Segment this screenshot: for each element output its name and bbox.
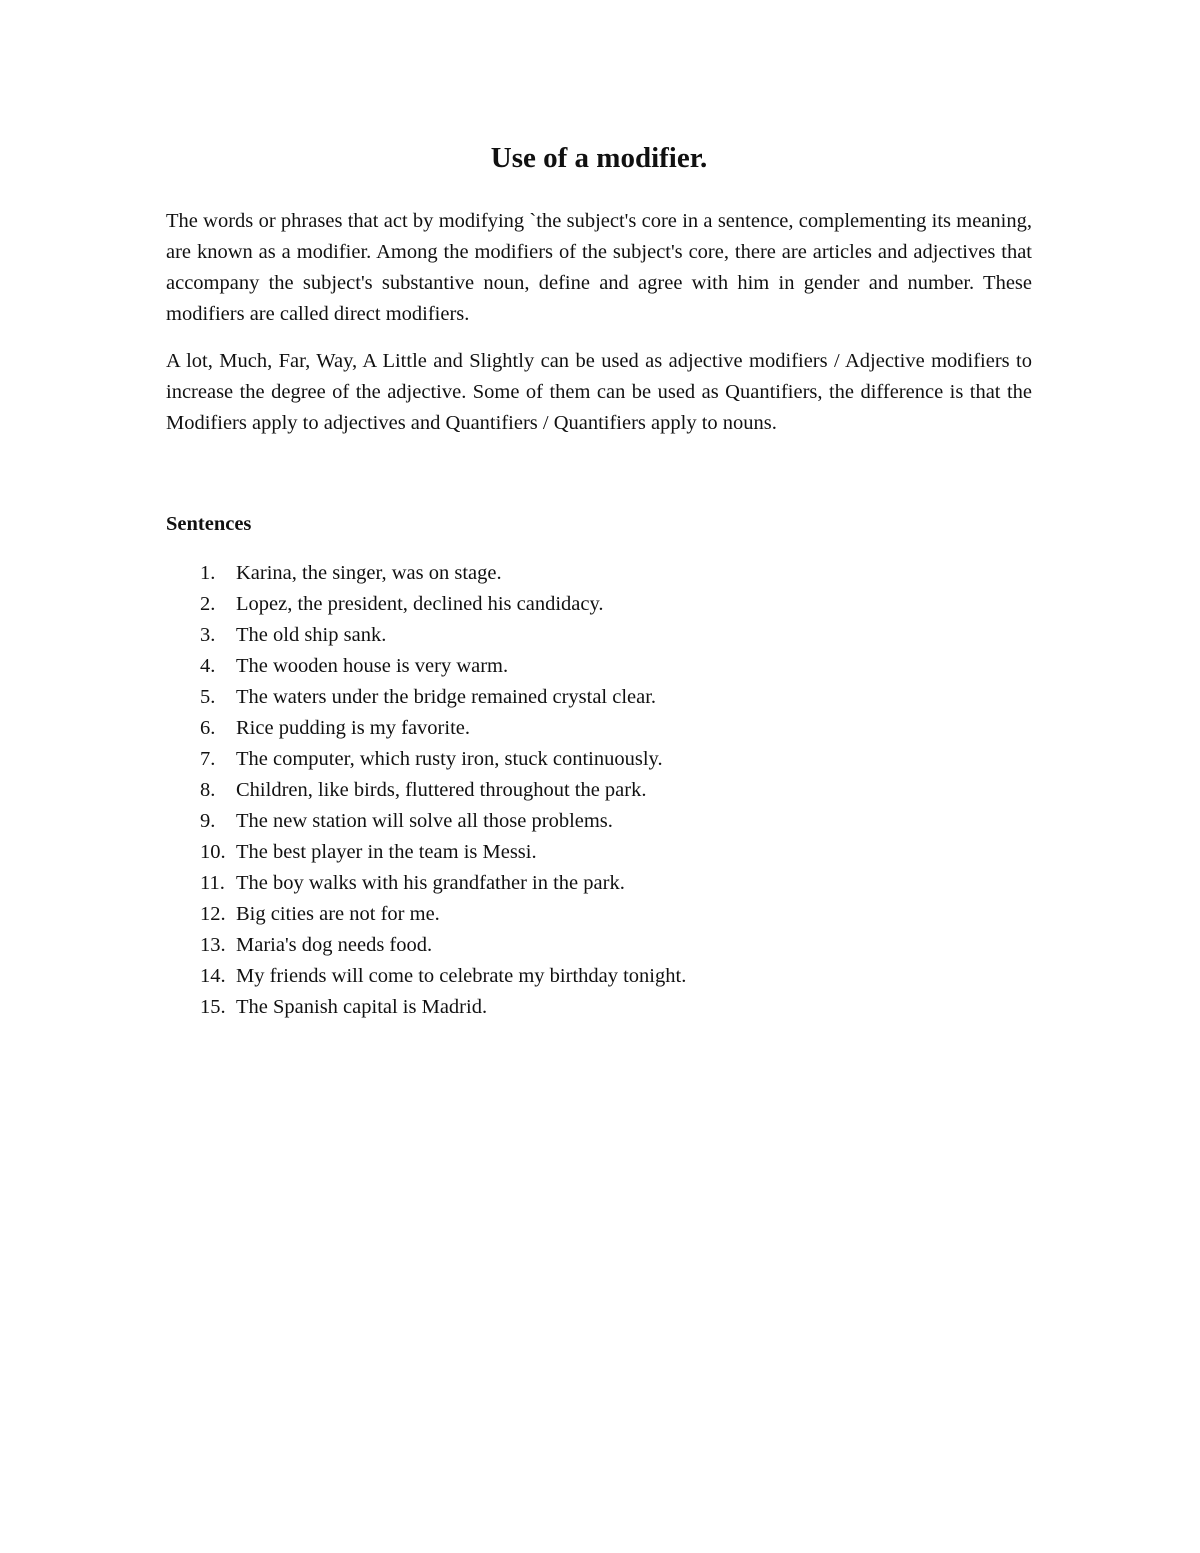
list-item bbox=[166, 620, 1032, 651]
list-item bbox=[166, 589, 1032, 620]
list-item-text: Children, like birds, fluttered throughout the park. bbox=[236, 779, 647, 801]
list-item bbox=[166, 930, 1032, 961]
list-item bbox=[166, 744, 1032, 775]
list-item bbox=[166, 806, 1032, 837]
list-item bbox=[166, 992, 1032, 1023]
list-item-text: The wooden house is very warm. bbox=[236, 655, 509, 677]
page-title: Use of a modifier. bbox=[490, 142, 708, 174]
list-item-number: 8. bbox=[200, 779, 216, 801]
list-item-text: Rice pudding is my favorite. bbox=[236, 717, 470, 739]
list-item-number: 10. bbox=[200, 841, 226, 863]
list-item-text: The Spanish capital is Madrid. bbox=[236, 996, 488, 1018]
list-item-text: Maria's dog needs food. bbox=[236, 934, 433, 956]
list-item-text: Big cities are not for me. bbox=[236, 903, 440, 925]
list-item-number: 15. bbox=[200, 996, 226, 1018]
list-item-text: The waters under the bridge remained crystal clear. bbox=[236, 686, 657, 708]
list-item bbox=[166, 558, 1032, 589]
list-item-number: 3. bbox=[200, 624, 216, 646]
list-item-number: 7. bbox=[200, 748, 216, 770]
list-item bbox=[166, 682, 1032, 713]
list-item-number: 12. bbox=[200, 903, 226, 925]
list-item-number: 13. bbox=[200, 934, 226, 956]
list-item-text: The old ship sank. bbox=[236, 624, 387, 646]
list-item-number: 9. bbox=[200, 810, 216, 832]
list-item-number: 5. bbox=[200, 686, 216, 708]
list-item-text: The computer, which rusty iron, stuck continuously. bbox=[236, 748, 663, 770]
list-item bbox=[166, 651, 1032, 682]
list-item bbox=[166, 713, 1032, 744]
paragraph-adjective-modifiers: A lot, Much, Far, Way, A Little and Slightly can be used as adjective modifiers / Adjective modifiers to increase the degree of the adjective. Some of them can be used as Quantifiers, the difference is that the Modifiers apply to adjectives and Quantifiers / Quantifiers apply to nouns. bbox=[166, 350, 1032, 434]
sentences-list bbox=[166, 558, 1032, 1023]
list-item-text: Lopez, the president, declined his candidacy. bbox=[236, 593, 604, 615]
list-item-number: 14. bbox=[200, 965, 226, 987]
paragraph-intro: The words or phrases that act by modifying `the subject's core in a sentence, complementing its meaning, are known as a modifier. Among the modifiers of the subject's core, there are articles and adjectives that accompany the subject's substantive noun, define and agree with him in gender and number. These modifiers are called direct modifiers. bbox=[166, 210, 1032, 325]
list-item bbox=[166, 868, 1032, 899]
list-item-number: 4. bbox=[200, 655, 216, 677]
list-item-text: Karina, the singer, was on stage. bbox=[236, 562, 502, 584]
list-item-number: 6. bbox=[200, 717, 216, 739]
section-title-sentences: Sentences bbox=[166, 513, 252, 535]
list-item-number: 11. bbox=[200, 872, 225, 894]
list-item bbox=[166, 961, 1032, 992]
list-item-text: The boy walks with his grandfather in the park. bbox=[236, 872, 625, 894]
list-item bbox=[166, 775, 1032, 806]
list-item bbox=[166, 837, 1032, 868]
list-item bbox=[166, 899, 1032, 930]
list-item-text: The best player in the team is Messi. bbox=[236, 841, 537, 863]
list-item-text: My friends will come to celebrate my birthday tonight. bbox=[236, 965, 687, 987]
list-item-text: The new station will solve all those problems. bbox=[236, 810, 613, 832]
document-content bbox=[166, 140, 1032, 1023]
list-item-number: 1. bbox=[200, 562, 216, 584]
list-item-number: 2. bbox=[200, 593, 216, 615]
